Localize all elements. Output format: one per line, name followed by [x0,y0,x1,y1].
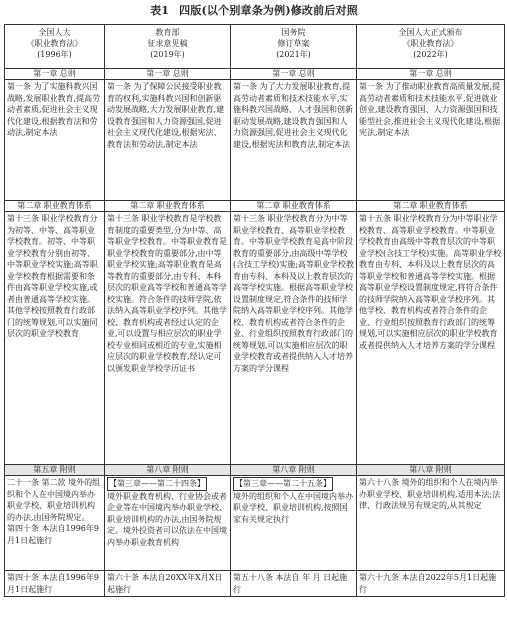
article-cell: 第十三条 职业学校教育分为初等、中等、高等职业学校教育。初等、中等职业学校教育分别由初等、中等职业学校实施;高等职业学校教育根据需要和条件由高等职业学校实施,或者由普通高等学校实施。其他学校按照教育行政部门的统筹规划,可以实施同层次的职业学校教育 [5,212,105,465]
article-cell: 第四十条 本法自1996年9月1日起施行 [5,571,105,597]
section-label: 第二章 职业教育体系 [5,201,105,212]
section-label: 第一章 总则 [105,69,231,80]
section-label: 第八章 附则 [357,465,505,476]
cross-reference-tag: 【第三章——第二十五条】 [233,477,333,491]
article-cell: 第一条 为了大力发展职业教育,提高劳动者素质和技术技能水平,实施科教兴国战略、人才强国和创新驱动发展战略,建设教育强国和人力资源强国,促进社会主义现代化建设,根据宪法和教育法,制定本法 [231,80,357,201]
table-number: 表1 [150,4,170,17]
article-cell: 二十一条 第二款 境外的组织和个人在中国境内举办职业学校、职业培训机构的办法,由国务院规定。 第四十条 本法自1996年9月1日起施行 [5,476,105,571]
table-row [5,571,505,597]
article-cell: 第十三条 职业学校教育是学校教育制度的重要类型,分为中等、高等职业学校教育。中等职业教育是职业学校教育的重要部分,由中等职业学校实施;高等职业教育是高等教育的重要部分,由专科、本科层次的职业高等学校和普通高等学校实施。符合条件的技师学院,依法纳入高等职业学校序列。其他学校、教育机构或者经过认定的企业,可以设置与相应层次的职业学校专业相同或相近的专业,实施相应层次的职业学校教育,经认定可以颁发职业学校学历证书 [105,212,231,465]
table-title [0,0,508,24]
article-cell: 第一条 为了保障公民接受职业教育的权利,实施科教兴国和创新驱动发展战略,大力发展职业教育,建设教育强国和人力资源强国,促进社会主义现代化建设,根据宪法、教育法和劳动法,制定本法 [105,80,231,201]
article-cell: 【第三章——第二十四条】 境外职业教育机构、行业协会或者企业等在中国境内举办职业学校、职业培训机构的办法,由国务院规定。境外投资者可以依法在中国境内举办职业教育机构 [105,476,231,571]
section-label: 第二章 职业教育体系 [105,201,231,212]
article-cell: 第十三条 职业学校教育分为中等职业学校教育、高等职业学校教育。中等职业学校教育是高中阶段教育的重要部分,由高级中等学校(含技工学校)实施;高等职业学校教育由专科、本科及以上教育层次的高等学校实施。根据高等职业学校设置制度规定,符合条件的技师学院纳入高等职业学校序列。其他学校、教育机构或者符合条件的企业、行业组织按照教育行政部门的统筹规划,可以实施相应层次的职业学校教育或者提供纳入人才培养方案的学分课程 [231,212,357,465]
column-header-2019: 教育部 征求意见稿 (2019年) [105,25,231,69]
section-label: 第二章 职业教育体系 [231,201,357,212]
article-cell: 第五十八条 本法自 年 月 日起施行 [231,571,357,597]
article-cell: 第六十九条 本法自2022年5月1日起施行 [357,571,505,597]
table-row [5,80,505,201]
table-row [5,212,505,465]
comparison-table [4,24,505,597]
article-cell: 第一条 为了推动职业教育高质量发展,提高劳动者素质和技术技能水平,促进就业创业,建设教育强国、人力资源强国和技能型社会,推进社会主义现代化建设,根据宪法,制定本法 [357,80,505,201]
section-label: 第一章 总则 [5,69,105,80]
section-row-ch2 [5,201,505,212]
section-row-ch1 [5,69,505,80]
section-label: 第八章 附则 [231,465,357,476]
cross-reference-tag: 【第三章——第二十四条】 [107,477,207,491]
article-cell: 第六十条 本法自20XX年X月X日起施行 [105,571,231,597]
section-label: 第一章 总则 [357,69,505,80]
column-header-2021: 国务院 修订草案 (2021年) [231,25,357,69]
table-title-text: 四版(以个别章条为例)修改前后对照 [179,4,358,17]
table-row [5,476,505,571]
section-row-appendix [5,465,505,476]
column-header-1996: 全国人大 《职业教育法》 (1996年) [5,25,105,69]
article-cell: 第六十八条 境外的组织和个人在境内举办职业学校、职业培训机构,适用本法;法律、行政法规另有规定的,从其规定 [357,476,505,571]
column-header-2022: 全国人大正式颁布 《职业教育法》 (2022年) [357,25,505,69]
section-label: 第二章 职业教育体系 [357,201,505,212]
section-label: 第一章 总则 [231,69,357,80]
section-label: 第五章 附则 [5,465,105,476]
section-label: 第八章 附则 [105,465,231,476]
article-cell: 第一条 为了实施科教兴国战略,发展职业教育,提高劳动者素质,促进社会主义现代化建设,根据教育法和劳动法,制定本法 [5,80,105,201]
article-cell: 【第三章——第二十五条】 境外的组织和个人在中国境内举办职业学校、职业培训机构,按照国家有关规定执行 [231,476,357,571]
article-cell: 第十五条 职业学校教育分为中等职业学校教育、高等职业学校教育。中等职业学校教育由高级中等教育层次的中等职业学校(含技工学校)实施。高等职业学校教育由专科、本科及以上教育层次的高等职业学校和普通高等学校实施。根据高等职业学校设置制度规定,将符合条件的技师学院纳入高等职业学校序列。其他学校、教育机构或者符合条件的企业、行业组织按照教育行政部门的统筹规划,可以实施相应层次的职业学校教育或者提供纳入人才培养方案的学分课程 [357,212,505,465]
header-row [5,25,505,69]
